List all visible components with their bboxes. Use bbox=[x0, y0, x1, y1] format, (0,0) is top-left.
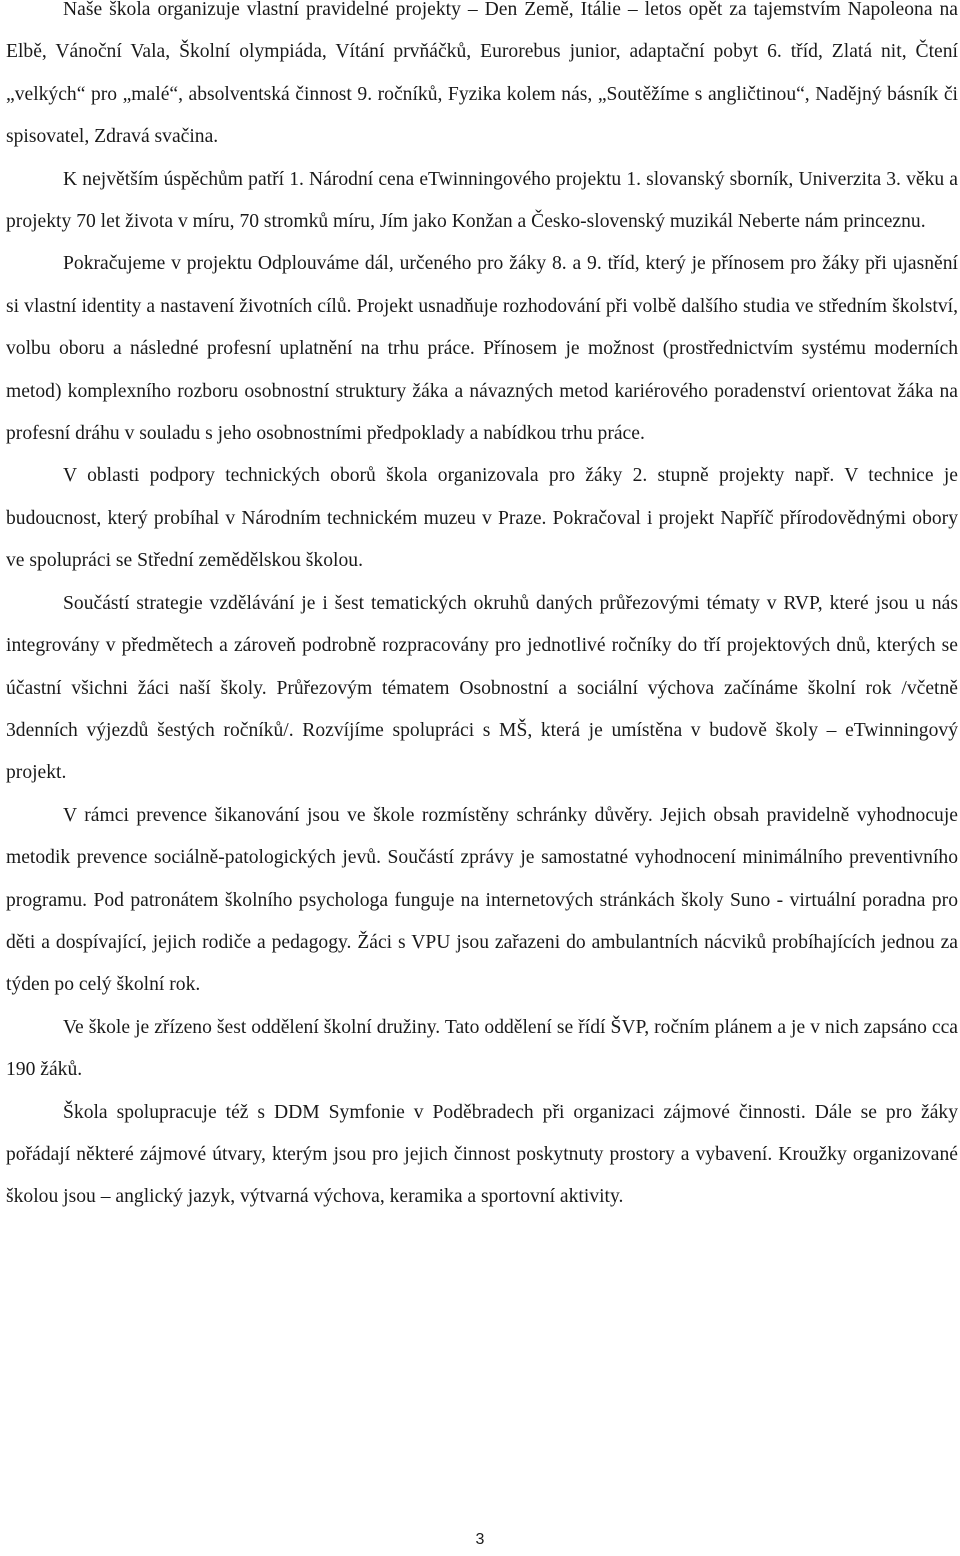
paragraph-achievements: K největším úspěchům patří 1. Národní cena eTwinningového projektu 1. slovanský sborník, Univerzita 3. věku a projekty 70 let života v míru, 70 stromků míru, Jím jako Konžan a Česko-slovenský muzikál Neberte nám princeznu. bbox=[6, 168, 958, 233]
paragraph-leisure-activities: Škola spolupracuje též s DDM Symfonie v Poděbradech při organizaci zájmové činnosti. Dále se pro žáky pořádají některé zájmové útvary, kterým jsou pro jejich činnost poskytnuty prostory a vybavení. Kroužky organizované školou jsou – anglický jazyk, výtvarná výchova, keramika a sportovní aktivity. bbox=[6, 1101, 958, 1208]
paragraph-cross-curricular-themes: Součástí strategie vzdělávání je i šest tematických okruhů daných průřezovými tématy v RVP, které jsou u nás integrovány v předmětech a zároveň podrobně rozpracovány pro jednotlivé ročníky do tří projektových dnů, kterých se účastní všichni žáci naší školy. Průřezovým tématem Osobnostní a sociální výchova začínáme školní rok /včetně 3denních výjezdů šestých ročníků/. Rozvíjíme spolupráci s MŠ, která je umístěna v budově školy – eTwinningový projekt. bbox=[6, 592, 958, 784]
paragraph-technical-fields: V oblasti podpory technických oborů škola organizovala pro žáky 2. stupně projekty např. V technice je budoucnost, který probíhal v Národním technickém muzeu v Praze. Pokračoval i projekt Napříč přírodovědnými obory ve spolupráci se Střední zemědělskou školou. bbox=[6, 465, 958, 572]
page-number: 3 bbox=[475, 1531, 485, 1548]
paragraph-after-school-club: Ve škole je zřízeno šest oddělení školní družiny. Tato oddělení se řídí ŠVP, ročním plánem a je v nich zapsáno cca 190 žáků. bbox=[6, 1016, 958, 1081]
paragraph-bullying-prevention: V rámci prevence šikanování jsou ve škole rozmístěny schránky důvěry. Jejich obsah pravidelně vyhodnocuje metodik prevence sociálně-patologických jevů. Součástí zprávy je samostatné vyhodnocení minimálního preventivního programu. Pod patronátem školního psychologa funguje na internetových stránkách školy Suno - virtuální poradna pro děti a dospívající, jejich rodiče a pedagogy. Žáci s VPU jsou zařazeni do ambulantních nácviků probíhajících jednou za týden po celý školní rok. bbox=[6, 804, 958, 996]
paragraph-career-project: Pokračujeme v projektu Odplouváme dál, určeného pro žáky 8. a 9. tříd, který je přínosem pro žáky při ujasnění si vlastní identity a nastavení životních cílů. Projekt usnadňuje rozhodování při volbě dalšího studia ve středním školství, volbu oboru a následné profesní uplatnění na trhu práce. Přínosem je možnost (prostřednictvím systému moderních metod) komplexního rozboru osobnostní struktury žáka a návazných metod kariérového poradenství orientovat žáka na profesní dráhu v souladu s jeho osobnostními předpoklady a nabídkou trhu práce. bbox=[6, 253, 958, 445]
document-page bbox=[6, 0, 958, 1219]
paragraph-school-projects: Naše škola organizuje vlastní pravidelné projekty – Den Země, Itálie – letos opět za tajemstvím Napoleona na Elbě, Vánoční Vala, Školní olympiáda, Vítání prvňáčků, Eurorebus junior, adaptační pobyt 6. tříd, Zlatá nit, Čtení „velkých“ pro „malé“, absolventská činnost 9. ročníků, Fyzika kolem nás, „Soutěžíme s angličtinou“, Nadějný básník či spisovatel, Zdravá svačina. bbox=[6, 0, 958, 148]
